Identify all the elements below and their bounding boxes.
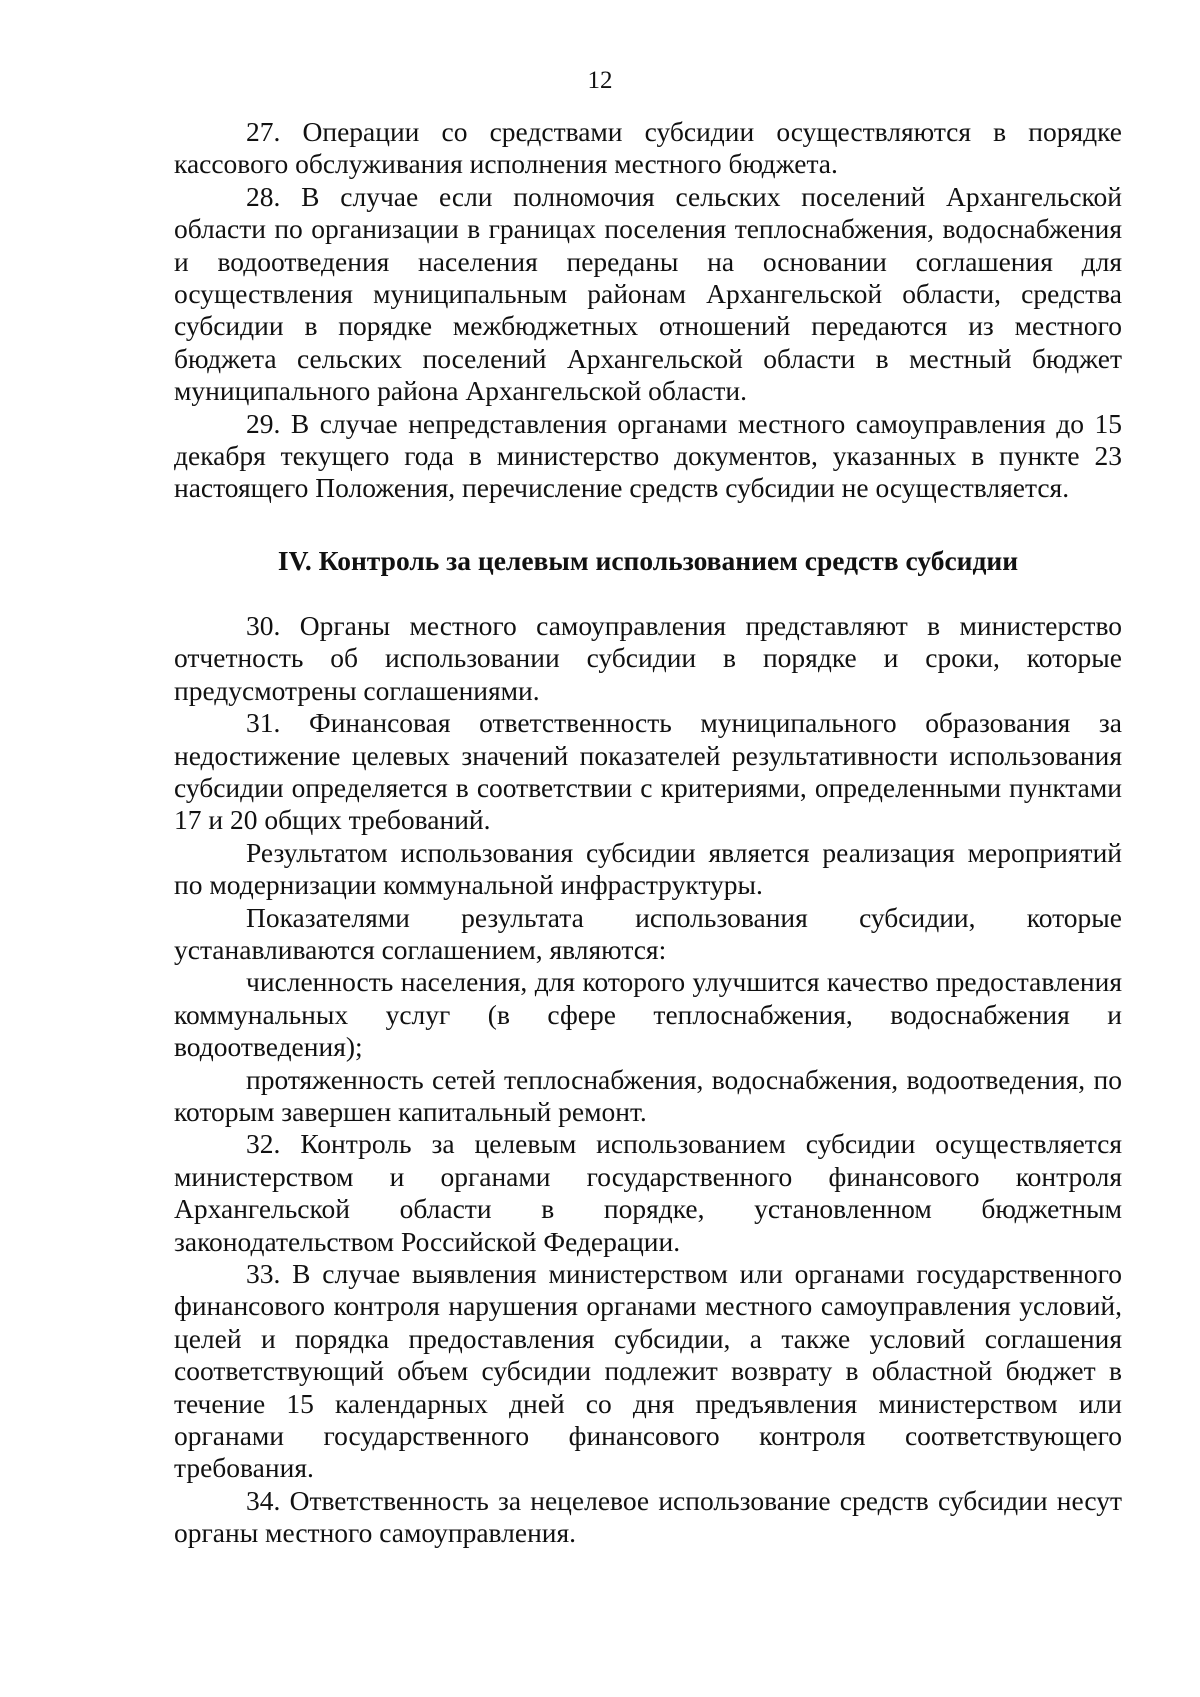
paragraph-indicators: Показателями результата использования субсидии, которые устанавливаются соглашением, являются:: [174, 901, 1122, 965]
paragraph-30: 30. Органы местного самоуправления представляют в министерство отчетность об использовании субсидии в порядке и сроки, которые предусмотрены соглашениями.: [174, 609, 1122, 706]
paragraph-29: 29. В случае непредставления органами местного самоуправления до 15 декабря текущего года в министерство документов, указанных в пункте 23 настоящего Положения, перечисление средств субсидии не осуществляется.: [174, 407, 1122, 504]
paragraph-34: 34. Ответственность за нецелевое использование средств субсидии несут органы местного самоуправления.: [174, 1484, 1122, 1549]
page-number: 12: [587, 67, 613, 94]
paragraph-32: 32. Контроль за целевым использованием субсидии осуществляется министерством и органами государственного финансового контроля Архангельской области в порядке, установленном бюджетным законодательством Российской Федерации.: [174, 1128, 1122, 1257]
paragraph-27: 27. Операции со средствами субсидии осуществляются в порядке кассового обслуживания исполнения местного бюджета.: [174, 116, 1122, 180]
paragraph-indicator-networks: протяженность сетей теплоснабжения, водоснабжения, водоотведения, по которым завершен капитальный ремонт.: [174, 1063, 1122, 1127]
paragraph-indicator-population: численность населения, для которого улучшится качество предоставления коммунальных услуг (в сфере теплоснабжения, водоснабжения и водоотведения);: [174, 966, 1122, 1063]
document-body: [174, 116, 1122, 1550]
paragraph-31: 31. Финансовая ответственность муниципального образования за недостижение целевых значений показателей результативности использования субсидии определяется в соответствии с критериями, определенными пунктами 17 и 20 общих требований.: [174, 707, 1122, 836]
paragraph-33: 33. В случае выявления министерством или органами государственного финансового контроля нарушения органами местного самоуправления условий, целей и порядка предоставления субсидии, а также условий соглашения соответствующий объем субсидии подлежит возврату в областной бюджет в течение 15 календарных дней со дня предъявления министерством или органами государственного финансового контроля соответствующего требования.: [174, 1258, 1122, 1484]
section-heading: IV. Контроль за целевым использованием средств субсидии: [277, 544, 1019, 576]
paragraph-result: Результатом использования субсидии является реализация мероприятий по модернизации коммунальной инфраструктуры.: [174, 836, 1122, 901]
paragraph-28: 28. В случае если полномочия сельских поселений Архангельской области по организации в границах поселения теплоснабжения, водоснабжения и водоотведения населения переданы на основании соглашения для осуществления муниципальным районам Архангельской области, средства субсидии в порядке межбюджетных отношений передаются из местного бюджета сельских поселений Архангельской области в местный бюджет муниципального района Архангельской области.: [174, 180, 1122, 407]
